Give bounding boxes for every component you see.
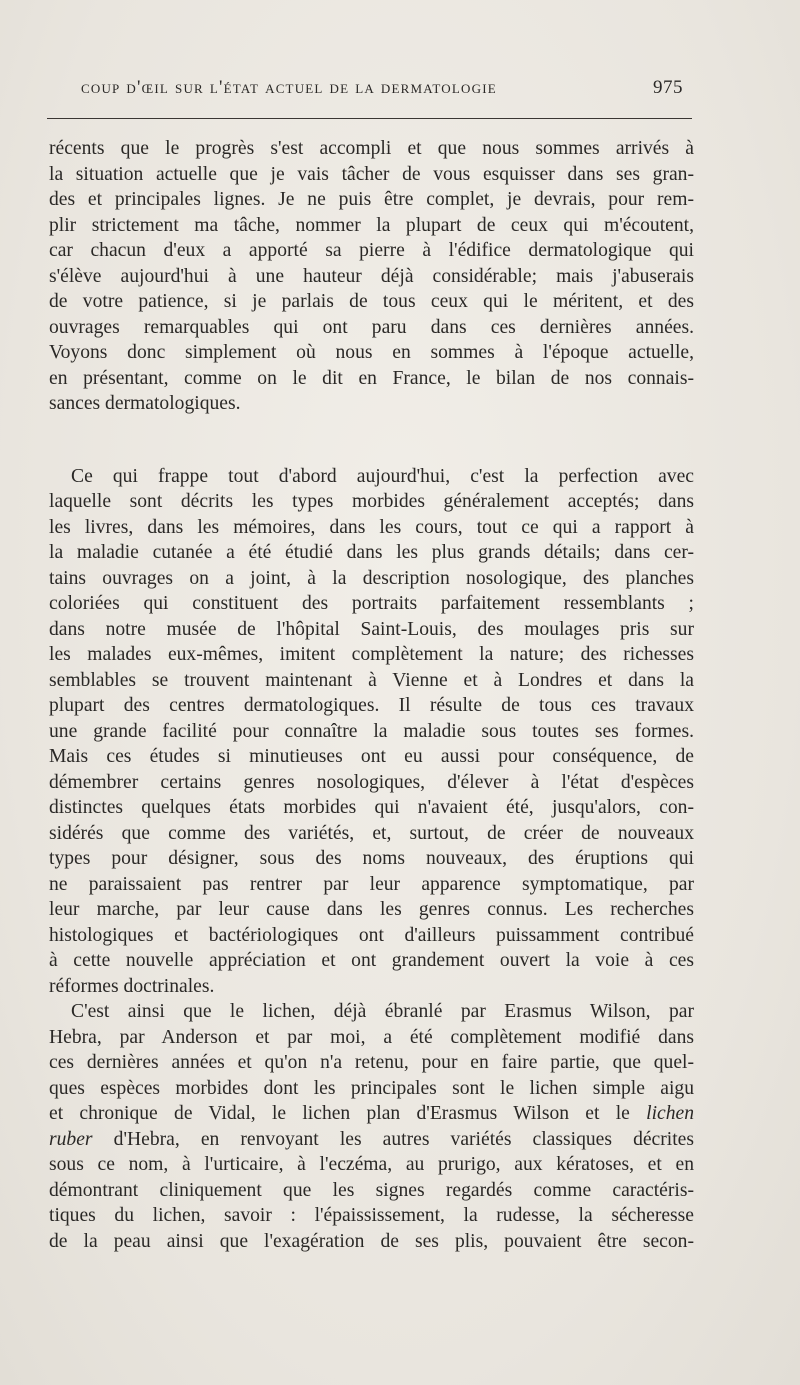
running-header [81,77,693,107]
text-line: plupart des centres dermatologiques. Il résulte de tous ces travaux [49,695,694,716]
text-line: les malades eux-mêmes, imitent complètement la nature; des richesses [49,644,694,665]
text-line: distinctes quelques états morbides qui n'avaient été, jusqu'alors, con- [49,797,694,818]
text-line: Hebra, par Anderson et par moi, a été complètement modifié dans [49,1026,694,1048]
text-line: de la peau ainsi que l'exagération de ses plis, pouvaient être secon- [49,1230,694,1252]
text-line: coloriées qui constituent des portraits parfaitement ressemblants ; [49,593,694,614]
page-number: 975 [653,77,683,98]
text-line: la situation actuelle que je vais tâcher de vous esquisser dans ses gran- [49,163,694,185]
italic-term: lichen [646,1103,694,1124]
text-span: d'Hebra, en renvoyant les autres variétés classiques décrites [113,1128,694,1150]
text-line: récents que le progrès s'est accompli et que nous sommes arrivés à [49,138,694,159]
text-line-with-italic [49,1101,694,1127]
text-line: car chacun d'eux a apporté sa pierre à l'édifice dermatologique qui [49,240,694,261]
text-line: ques espèces morbides dont les principales sont le lichen simple aigu [49,1077,694,1099]
text-line: ouvrages remarquables qui ont paru dans ces dernières années. [49,316,694,338]
text-line: dans notre musée de l'hôpital Saint-Louis, des moulages pris sur [49,618,694,640]
text-line: tiques du lichen, savoir : l'épaississement, la rudesse, la sécheresse [49,1205,694,1226]
paragraph-1 [49,136,694,417]
running-title: coup d'œil sur l'état actuel de la dermatologie [81,77,497,98]
text-line: ces dernières années et qu'on n'a retenu, pour en faire partie, que quel- [49,1052,694,1073]
paragraph-2 [49,464,694,1000]
text-line: sances dermatologiques. [49,393,241,414]
text-line: histologiques et bactériologiques ont d'ailleurs puissamment contribué [49,924,694,946]
text-line: sous ce nom, à l'urticaire, à l'eczéma, au prurigo, aux kératoses, et en [49,1154,694,1175]
text-line: des et principales lignes. Je ne puis être complet, je devrais, pour rem- [49,189,694,210]
text-line: les livres, dans les mémoires, dans les cours, tout ce qui a rapport à [49,516,694,538]
text-line: à cette nouvelle appréciation et ont grandement ouvert la voie à ces [49,950,694,971]
text-line: réformes doctrinales. [49,975,215,997]
italic-term: ruber [49,1128,93,1150]
text-line: C'est ainsi que le lichen, déjà ébranlé par Erasmus Wilson, par [71,1001,694,1022]
text-line: Mais ces études si minutieuses ont eu aussi pour conséquence, de [49,746,694,767]
text-line: tains ouvrages on a joint, à la description nosologique, des planches [49,567,694,589]
text-line: semblables se trouvent maintenant à Vienne et à Londres et dans la [49,669,694,691]
text-line: laquelle sont décrits les types morbides généralement acceptés; dans [49,491,694,512]
body-text [49,136,694,1254]
text-line: la maladie cutanée a été étudié dans les plus grands détails; dans cer- [49,542,694,563]
text-line: types pour désigner, sous des noms nouveaux, des éruptions qui [49,848,694,869]
text-line: en présentant, comme on le dit en France, le bilan de nos connais- [49,367,694,389]
text-line: sidérés que comme des variétés, et, surtout, de créer de nouveaux [49,822,694,844]
text-line: s'élève aujourd'hui à une hauteur déjà considérable; mais j'abuserais [49,265,694,287]
text-line: ne paraissaient pas rentrer par leur apparence symptomatique, par [49,873,694,895]
text-line: démembrer certains genres nosologiques, d'élever à l'état d'espèces [49,771,694,793]
text-line: de votre patience, si je parlais de tous ceux qui le méritent, et des [49,291,694,312]
header-rule [47,118,692,119]
text-line: Ce qui frappe tout d'abord aujourd'hui, c'est la perfection avec [71,465,694,487]
text-line: leur marche, par leur cause dans les genres connus. Les recherches [49,899,694,920]
paragraph-gap [49,417,694,464]
text-line: Voyons donc simplement où nous en sommes à l'époque actuelle, [49,342,694,363]
text-line: plir strictement ma tâche, nommer la plupart de ceux qui m'écoutent, [49,214,694,236]
text-line: une grande facilité pour connaître la maladie sous toutes ses formes. [49,720,694,742]
paragraph-3 [49,999,694,1254]
text-span: et chronique de Vidal, le lichen plan d'Erasmus Wilson et le [49,1103,647,1124]
text-line: démontrant cliniquement que les signes regardés comme caractéris- [49,1179,694,1201]
text-line-with-italic [49,1127,694,1153]
